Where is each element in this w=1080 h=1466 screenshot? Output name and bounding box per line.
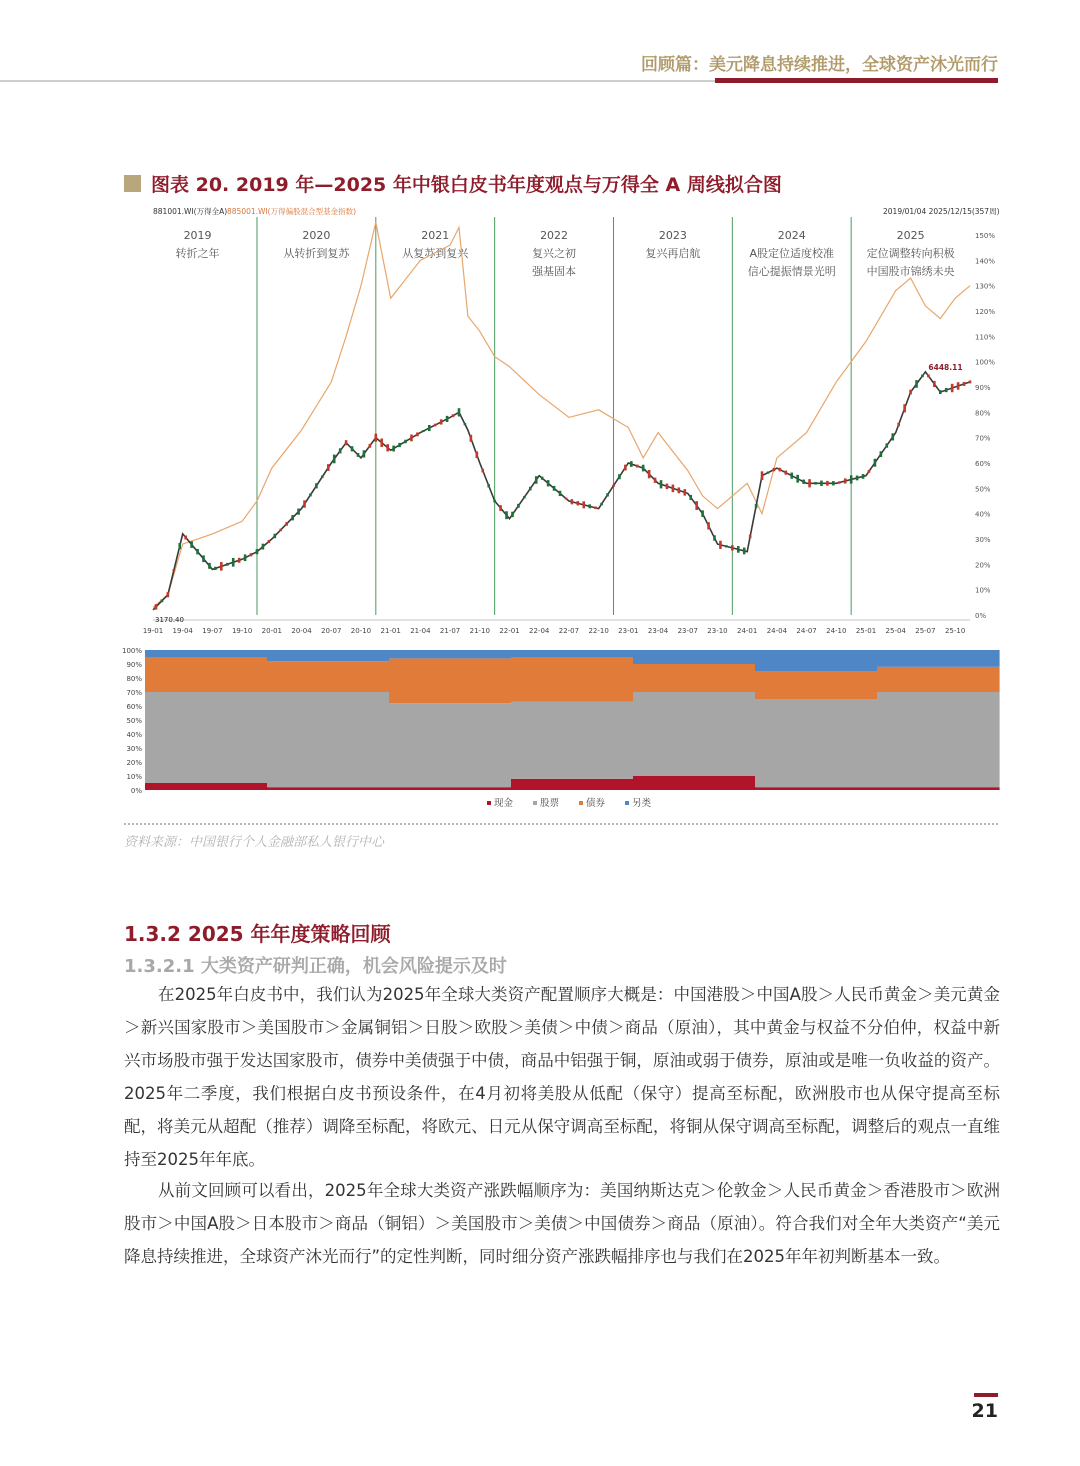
candle-mark: [410, 435, 413, 442]
candle-mark: [357, 453, 360, 457]
period-view-label: 复兴再启航: [645, 247, 701, 260]
period-view-label: A股定位适度校准: [749, 247, 835, 260]
candle-mark: [725, 545, 728, 547]
candle-mark: [404, 440, 407, 444]
candle-mark: [844, 478, 847, 483]
allocation-alternative-segment: [877, 650, 1000, 667]
y-tick-label: 120%: [975, 308, 996, 316]
candle-mark: [719, 541, 722, 549]
candle-mark: [392, 446, 395, 452]
candle-mark: [386, 444, 389, 451]
y-tick-label: 60%: [126, 703, 142, 711]
candle-mark: [499, 505, 502, 511]
period-view-label: 信心提振情景光明: [747, 265, 836, 278]
candle-mark: [351, 446, 354, 451]
x-tick-label: 25-07: [915, 627, 936, 635]
y-tick-label: 70%: [975, 434, 991, 443]
period-view-label: 从复苏到复兴: [402, 247, 469, 260]
period-year-label: 2019: [183, 229, 212, 242]
y-tick-label: 60%: [975, 460, 991, 468]
candle-mark: [624, 465, 627, 471]
candle-mark: [565, 497, 568, 499]
high-value-label: 6448.11: [928, 362, 963, 372]
period-view-label: 中国股市锦绣未央: [866, 265, 955, 278]
period-year-label: 2021: [421, 229, 450, 242]
allocation-equity-segment: [389, 703, 512, 787]
candle-mark: [416, 432, 419, 436]
allocation-alternative-segment: [267, 650, 390, 661]
legend-swatch: [625, 801, 629, 805]
allocation-area-chart: [121, 645, 1000, 815]
candle-mark: [446, 416, 449, 422]
candle-mark: [832, 481, 835, 485]
candle-mark: [256, 549, 259, 554]
y-tick-label: 40%: [126, 731, 142, 739]
x-tick-label: 19-07: [202, 627, 223, 635]
allocation-cash-segment: [877, 787, 1000, 790]
allocation-alternative-segment: [633, 650, 756, 664]
candle-mark: [529, 487, 532, 491]
candle-mark: [303, 500, 306, 507]
y-tick-label: 140%: [975, 257, 996, 266]
x-tick-label: 24-04: [766, 627, 788, 635]
allocation-cash-segment: [633, 776, 756, 790]
candle-mark: [167, 592, 170, 597]
x-tick-label: 22-10: [588, 627, 609, 635]
legend-label: 股票: [540, 798, 560, 809]
y-tick-label: 110%: [975, 333, 996, 342]
figure-source: 资料来源：中国银行个人金融部私人银行中心: [124, 835, 385, 850]
period-view-label: 定位调整转向积极: [866, 247, 955, 260]
candle-mark: [398, 443, 401, 447]
candle-mark: [440, 419, 443, 424]
candle-mark: [380, 438, 383, 446]
candle-mark: [618, 474, 621, 479]
candle-mark: [660, 480, 663, 488]
candle-mark: [547, 480, 550, 486]
x-tick-label: 20-01: [261, 627, 283, 635]
candle-mark: [232, 558, 235, 567]
allocation-bond-segment: [389, 658, 512, 703]
candle-mark: [957, 382, 960, 390]
candle-mark: [458, 408, 461, 416]
candle-mark: [654, 478, 657, 483]
legend-swatch: [533, 801, 537, 805]
candle-mark: [880, 451, 883, 457]
y-tick-label: 0%: [130, 787, 142, 795]
candle-mark: [749, 535, 752, 538]
y-tick-label: 20%: [975, 561, 991, 570]
candle-mark: [767, 472, 770, 474]
allocation-alternative-segment: [755, 650, 878, 671]
page-number-accent: [974, 1393, 998, 1397]
x-tick-label: 21-07: [439, 627, 461, 635]
candle-mark: [927, 374, 930, 377]
candle-mark: [761, 471, 764, 480]
x-tick-label: 22-01: [499, 627, 520, 635]
allocation-alternative-segment: [511, 650, 634, 657]
allocation-equity-segment: [877, 692, 1000, 787]
candle-mark: [345, 440, 348, 445]
candle-mark: [689, 495, 692, 500]
candle-mark: [220, 562, 223, 571]
y-tick-label: 50%: [126, 717, 142, 725]
candle-mark: [321, 476, 324, 478]
candle-mark: [214, 567, 217, 570]
candle-mark: [636, 465, 639, 468]
candle-mark: [683, 489, 686, 495]
candle-mark: [434, 424, 437, 427]
header-accent-bar: [715, 78, 998, 83]
candle-mark: [464, 423, 467, 425]
x-tick-label: 21-10: [469, 627, 490, 635]
candle-mark: [933, 381, 936, 387]
y-tick-label: 50%: [975, 485, 991, 494]
figure-title: 图表 20. 2019 年—2025 年中银白皮书年度观点与万得全 A 周线拟合图: [151, 174, 782, 196]
candle-mark: [274, 534, 277, 538]
x-tick-label: 19-10: [231, 627, 253, 635]
y-tick-label: 40%: [975, 510, 991, 519]
candle-mark: [588, 504, 591, 508]
candle-mark: [672, 485, 675, 493]
candle-mark: [814, 482, 817, 485]
x-tick-label: 21-04: [410, 627, 431, 635]
x-tick-label: 22-04: [529, 627, 550, 635]
x-tick-label: 25-04: [885, 627, 906, 635]
candle-mark: [285, 522, 288, 526]
x-tick-label: 21-01: [380, 627, 401, 635]
candle-mark: [945, 388, 948, 392]
y-tick-label: 130%: [975, 282, 996, 291]
allocation-cash-segment: [511, 779, 634, 790]
y-tick-label: 10%: [975, 586, 991, 595]
y-tick-label: 70%: [126, 689, 142, 697]
allocation-equity-segment: [511, 702, 634, 779]
candle-mark: [666, 484, 669, 489]
candle-mark: [963, 382, 966, 386]
candle-mark: [642, 465, 645, 472]
y-tick-label: 150%: [975, 232, 996, 240]
allocation-equity-segment: [267, 692, 390, 787]
candle-mark: [594, 507, 597, 510]
candle-mark: [737, 546, 740, 553]
allocation-bond-segment: [755, 671, 878, 699]
allocation-equity-segment: [755, 699, 878, 787]
x-tick-label: 24-01: [737, 627, 758, 635]
period-view-label: 复兴之初: [532, 247, 577, 260]
candle-mark: [553, 486, 556, 491]
candle-mark: [262, 544, 265, 550]
x-tick-label: 25-10: [944, 627, 966, 635]
candle-mark: [743, 548, 746, 555]
y-tick-label: 10%: [126, 773, 142, 781]
candle-mark: [951, 384, 954, 392]
y-tick-label: 90%: [975, 384, 991, 392]
candle-mark: [375, 434, 378, 442]
candle-mark: [279, 529, 282, 532]
candle-mark: [559, 491, 562, 496]
y-tick-label: 30%: [126, 745, 142, 753]
period-year-label: 2024: [777, 229, 806, 242]
period-year-label: 2020: [302, 229, 331, 242]
candle-mark: [707, 522, 710, 529]
allocation-cash-segment: [389, 787, 512, 790]
candle-mark: [612, 485, 615, 487]
candle-mark: [582, 501, 585, 508]
date-range-label: 2019/01/04 2025/12/15(357周): [883, 207, 1000, 216]
page-number: 21: [971, 1400, 998, 1422]
candle-mark: [606, 493, 609, 496]
candle-mark: [309, 493, 312, 496]
candle-mark: [779, 468, 782, 472]
x-tick-label: 19-04: [172, 627, 193, 635]
candle-mark: [505, 511, 508, 519]
period-view-label: 从转折到复苏: [283, 247, 350, 260]
allocation-bond-segment: [633, 664, 756, 692]
x-tick-label: 20-10: [350, 627, 372, 635]
candle-mark: [226, 563, 229, 566]
candle-mark: [339, 448, 342, 453]
candle-mark: [850, 475, 853, 483]
candle-mark: [571, 499, 574, 504]
candle-mark: [891, 433, 894, 440]
y-tick-label: 20%: [126, 759, 142, 767]
candle-mark: [886, 443, 889, 447]
candle-mark: [874, 459, 877, 467]
y-tick-label: 0%: [975, 612, 987, 620]
candle-mark: [333, 455, 336, 464]
allocation-bond-segment: [877, 667, 1000, 692]
candle-mark: [202, 555, 205, 562]
legend-swatch: [579, 801, 583, 805]
candle-mark: [481, 469, 484, 473]
candle-mark: [796, 475, 799, 483]
candle-mark: [915, 380, 918, 388]
legend-label: 另类: [632, 798, 652, 809]
candle-mark: [903, 404, 906, 412]
caption-square-icon: [124, 175, 141, 192]
candle-mark: [196, 549, 199, 554]
y-tick-label: 80%: [975, 409, 991, 418]
x-tick-label: 20-07: [321, 627, 342, 635]
candle-mark: [297, 509, 300, 515]
candle-mark: [208, 563, 211, 569]
candle-mark: [678, 487, 681, 493]
candle-mark: [921, 375, 924, 378]
candle-mark: [535, 476, 538, 484]
candle-mark: [701, 510, 704, 517]
period-view-label: 转折之年: [175, 247, 220, 260]
candle-mark: [909, 390, 912, 395]
candle-mark: [897, 423, 900, 427]
x-tick-label: 23-10: [707, 627, 728, 635]
legend-label: 债券: [586, 798, 606, 809]
candle-mark: [820, 481, 823, 486]
candle-mark: [428, 425, 431, 431]
candle-mark: [493, 500, 496, 503]
period-year-label: 2022: [540, 229, 569, 242]
candle-mark: [452, 414, 455, 417]
x-tick-label: 22-07: [558, 627, 580, 635]
allocation-bond-segment: [511, 657, 634, 702]
candle-mark: [695, 501, 698, 510]
candle-mark: [315, 483, 318, 488]
candle-mark: [178, 543, 181, 549]
candle-mark: [630, 461, 633, 467]
candle-mark: [523, 496, 526, 498]
x-tick-label: 23-04: [647, 627, 669, 635]
x-tick-label: 24-07: [796, 627, 817, 635]
candle-mark: [577, 501, 580, 505]
source-divider: [124, 823, 998, 825]
header-title: 回顾篇：美元降息持续推进，全球资产沐光而行: [641, 55, 998, 75]
low-value-label: 3170.40: [155, 615, 184, 624]
allocation-cash-segment: [755, 787, 878, 790]
candle-mark: [939, 390, 942, 394]
period-year-label: 2023: [658, 229, 687, 242]
allocation-equity-segment: [145, 692, 268, 783]
y-tick-label: 80%: [126, 675, 142, 683]
y-tick-label: 30%: [975, 536, 991, 544]
candle-mark: [541, 477, 544, 480]
candle-mark: [713, 535, 716, 541]
candle-mark: [862, 474, 865, 479]
section-subheading: 1.3.2.1 大类资产研判正确，机会风险提示及时: [124, 956, 507, 977]
y-tick-label: 100%: [121, 647, 142, 655]
legend-series-1: 881001.WI(万得全A): [153, 207, 228, 216]
allocation-alternative-segment: [389, 650, 512, 658]
candle-mark: [511, 512, 514, 517]
legend-series-2: 885001.WI(万得偏股混合型基金指数): [227, 207, 356, 216]
candle-mark: [190, 541, 193, 548]
candle-mark: [868, 470, 871, 473]
candle-mark: [172, 569, 175, 572]
x-tick-label: 23-07: [677, 627, 698, 635]
paragraph-2: 从前文回顾可以看出，2025年全球大类资产涨跌幅顺序为：美国纳斯达克＞伦敦金＞人民币黄金＞香港股市＞欧洲股市＞中国A股＞日本股市＞商品（铜铝）＞美国股市＞美债＞中国债券＞商品（原油）。符合我们对全年大类资产“美元降息持续推进，全球资产沐光而行”的定性判断，同时细分资产涨跌幅排序也与我们在2025年年初判断基本一致。: [124, 1181, 1000, 1266]
candle-mark: [790, 473, 793, 479]
candle-mark: [369, 444, 372, 448]
candle-mark: [802, 480, 805, 484]
x-tick-label: 25-01: [855, 627, 877, 635]
candle-mark: [856, 476, 859, 481]
legend-swatch: [487, 801, 491, 805]
allocation-cash-segment: [267, 787, 390, 790]
x-tick-label: 19-01: [142, 627, 164, 635]
section-heading: 1.3.2 2025 年年度策略回顾: [124, 922, 391, 946]
candle-mark: [517, 504, 520, 508]
line-chart: [142, 205, 1000, 640]
candle-mark: [327, 464, 330, 471]
figure-caption: [124, 170, 782, 197]
candle-mark: [363, 450, 366, 457]
candle-mark: [785, 471, 788, 475]
allocation-bond-segment: [267, 661, 390, 692]
candle-mark: [648, 470, 651, 478]
x-tick-label: 23-01: [618, 627, 639, 635]
allocation-equity-segment: [633, 692, 756, 776]
legend-label: 现金: [494, 798, 514, 809]
allocation-bond-segment: [145, 657, 268, 692]
candle-mark: [808, 479, 811, 487]
candle-mark: [826, 481, 829, 486]
candle-mark: [268, 540, 271, 543]
candle-mark: [773, 468, 776, 471]
allocation-alternative-segment: [145, 650, 268, 657]
candle-mark: [838, 481, 841, 483]
x-tick-label: 24-10: [826, 627, 847, 635]
candle-mark: [291, 515, 294, 520]
period-year-label: 2025: [896, 229, 925, 242]
candle-mark: [161, 599, 164, 602]
candle-mark: [487, 484, 490, 487]
allocation-cash-segment: [145, 783, 268, 790]
y-tick-label: 90%: [126, 661, 142, 669]
candle-mark: [476, 451, 479, 458]
candle-mark: [155, 604, 158, 609]
candle-mark: [969, 380, 972, 383]
candle-mark: [238, 558, 241, 563]
candle-mark: [731, 545, 734, 550]
candle-mark: [244, 554, 247, 561]
y-tick-label: 100%: [975, 358, 996, 367]
candle-mark: [250, 553, 253, 556]
period-view-label: 强基固本: [532, 265, 577, 278]
candle-mark: [422, 430, 425, 432]
candle-mark: [600, 503, 603, 506]
x-tick-label: 20-04: [291, 627, 312, 635]
candle-mark: [470, 435, 473, 442]
candle-mark: [184, 535, 187, 539]
paragraph-1: 在2025年白皮书中，我们认为2025年全球大类资产配置顺序大概是：中国港股＞中国A股＞人民币黄金＞美元黄金＞新兴国家股市＞美国股市＞金属铜铝＞日股＞欧股＞美债＞中债＞商品（原油），其中黄金与权益不分伯仲，权益中新兴市场股市强于发达国家股市，债券中美债强于中债，商品中铝强于铜，原油或弱于债券，原油或是唯一负收益的资产。2025年二季度，我们根据白皮书预设条件，在4月初将美股从低配（保守）提高至标配，欧洲股市也从保守提高至标配，将美元从超配（推荐）调降至标配，将欧元、日元从保守调高至标配，将铜从保守调高至标配，调整后的观点一直维持至2025年年底。: [124, 985, 1000, 1169]
candle-mark: [755, 504, 758, 508]
